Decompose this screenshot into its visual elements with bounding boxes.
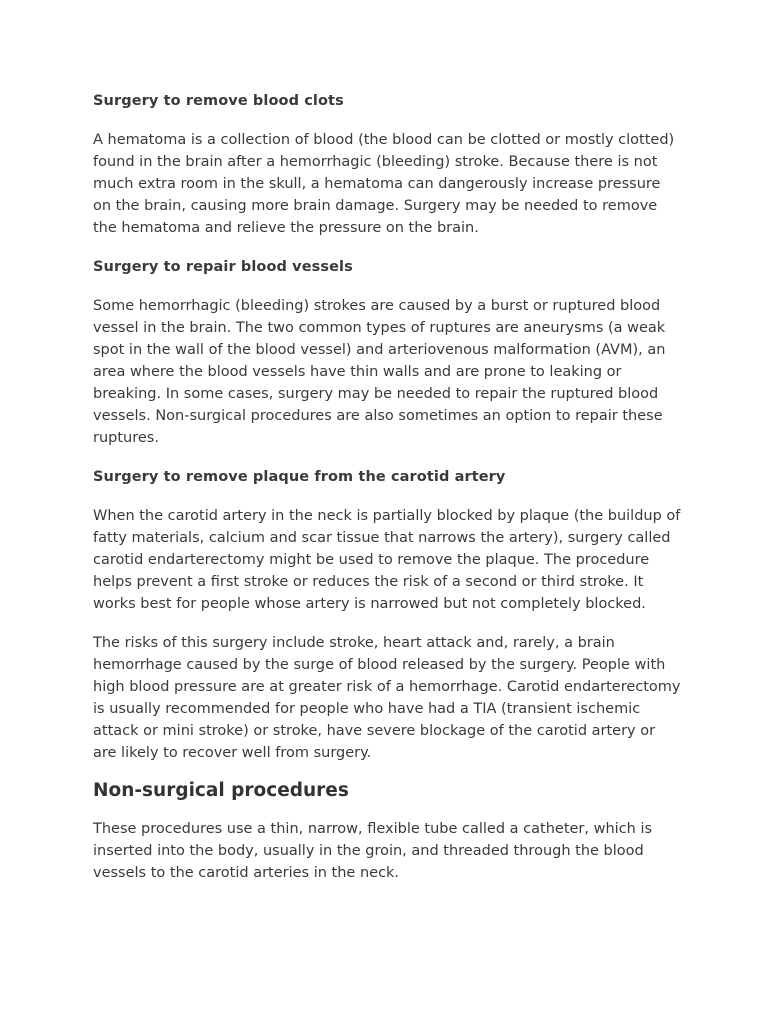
document-page (93, 88, 683, 884)
paragraph-hematoma: A hematoma is a collection of blood (the blood can be clotted or mostly clotted) found in the brain after a hemorrhagic (bleeding) stroke. Because there is not much extra room in the skull, a hematoma can dangerously increase pressure on the brain, causing more brain damage. Surgery may be needed to remove the hematoma and relieve the pressure on the brain. (93, 132, 675, 236)
paragraph-ruptures: Some hemorrhagic (bleeding) strokes are caused by a burst or ruptured blood vessel in the brain. The two common types of ruptures are aneurysms (a weak spot in the wall of the blood vessel) and arteriovenous malformation (AVM), an area where the blood vessels have thin walls and are prone to leaking or breaking. In some cases, surgery may be needed to repair the ruptured blood vessels. Non-surgical procedures are also sometimes an option to repair these ruptures. (93, 298, 666, 446)
paragraph-endarterectomy: When the carotid artery in the neck is partially blocked by plaque (the buildup of fatty materials, calcium and scar tissue that narrows the artery), surgery called carotid endarterectomy might be used to remove the plaque. The procedure helps prevent a first stroke or reduces the risk of a second or third stroke. It works best for people whose artery is narrowed but not completely blocked. (93, 508, 681, 612)
section-heading-remove-plaque: Surgery to remove plaque from the carotid artery (93, 469, 506, 485)
paragraph-catheter: These procedures use a thin, narrow, flexible tube called a catheter, which is inserted into the body, usually in the groin, and threaded through the blood vessels to the carotid arteries in the neck. (93, 821, 653, 881)
heading-non-surgical: Non-surgical procedures (93, 780, 349, 801)
paragraph-risks: The risks of this surgery include stroke, heart attack and, rarely, a brain hemorrhage caused by the surge of blood released by the surgery. People with high blood pressure are at greater risk of a hemorrhage. Carotid endarterectomy is usually recommended for people who have had a TIA (transient ischemic attack or mini stroke) or stroke, have severe blockage of the carotid artery or are likely to recover well from surgery. (93, 635, 681, 761)
section-heading-blood-clots: Surgery to remove blood clots (93, 93, 344, 109)
section-heading-repair-vessels: Surgery to repair blood vessels (93, 259, 353, 275)
